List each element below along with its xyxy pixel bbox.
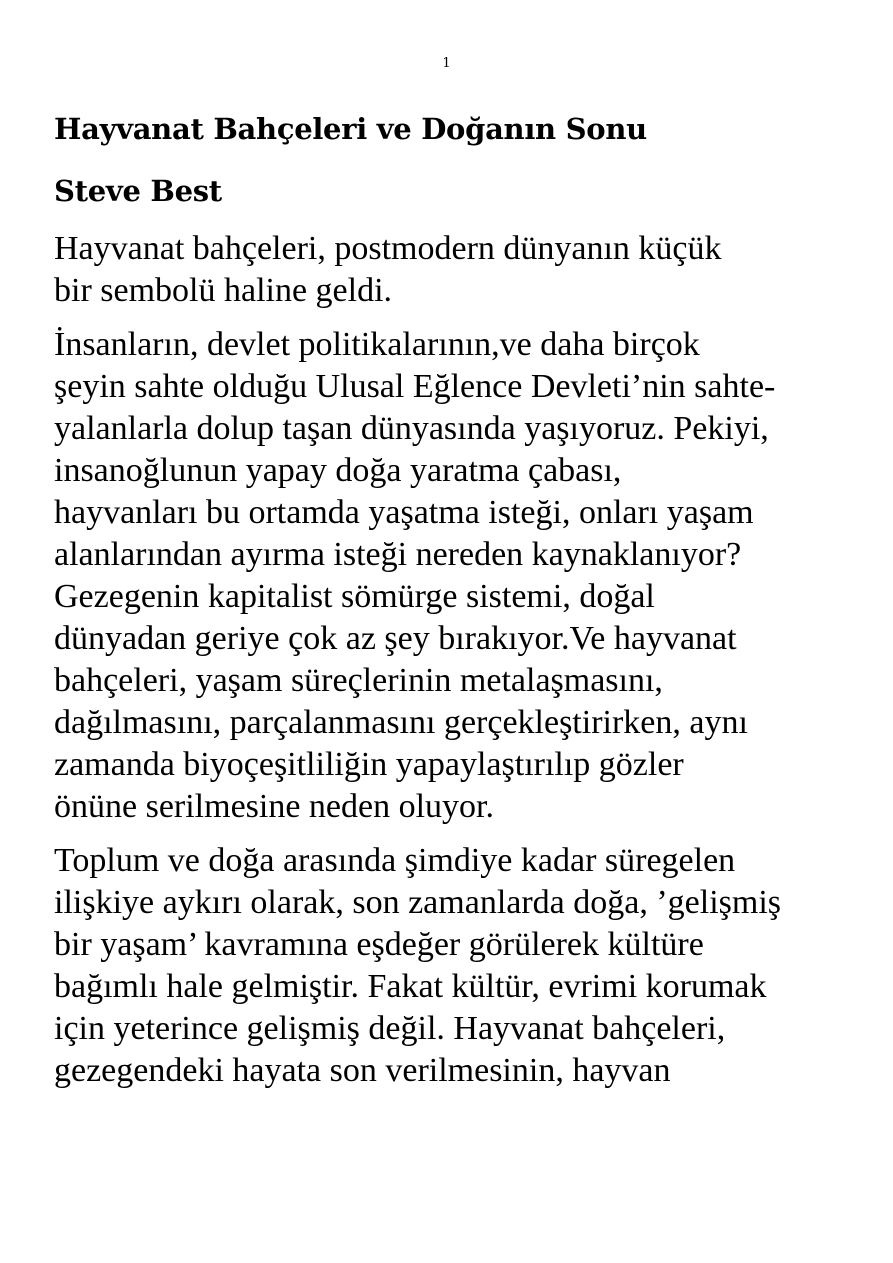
document-body	[54, 108, 864, 1104]
text-line: şeyin sahte olduğu Ulusal Eğlence Devleti’nin sahte-	[54, 368, 776, 405]
text-line: İnsanların, devlet politikalarının,ve daha birçok	[54, 326, 700, 363]
paragraph-2	[54, 324, 864, 828]
document-title: Hayvanat Bahçeleri ve Doğanın Sonu	[54, 112, 647, 146]
text-line: ilişkiye aykırı olarak, son zamanlarda doğa, ’gelişmiş	[54, 884, 782, 921]
text-line: hayvanları bu ortamda yaşatma isteği, onları yaşam	[54, 494, 754, 531]
text-line: Toplum ve doğa arasında şimdiye kadar süregelen	[54, 842, 736, 879]
text-line: gezegendeki hayata son verilmesinin, hayvan	[54, 1052, 671, 1089]
text-line: Hayvanat bahçeleri, postmodern dünyanın küçük	[54, 230, 722, 267]
text-line: insanoğlunun yapay doğa yaratma çabası,	[54, 452, 622, 489]
paragraph-3	[54, 840, 864, 1092]
document-author: Steve Best	[54, 174, 222, 208]
text-line: bir yaşam’ kavramına eşdeğer görülerek kültüre	[54, 926, 704, 963]
text-line: zamanda biyoçeşitliliğin yapaylaştırılıp gözler	[54, 746, 684, 783]
text-line: önüne serilmesine neden oluyor.	[54, 788, 495, 825]
text-line: için yeterince gelişmiş değil. Hayvanat bahçeleri,	[54, 1010, 726, 1047]
page-number: 1	[442, 56, 451, 71]
text-line: bir sembolü haline geldi.	[54, 272, 393, 309]
text-line: alanlarından ayırma isteği nereden kaynaklanıyor?	[54, 536, 742, 573]
text-line: bağımlı hale gelmiştir. Fakat kültür, evrimi korumak	[54, 968, 767, 1005]
text-line: Gezegenin kapitalist sömürge sistemi, doğal	[54, 578, 655, 615]
paragraph-1	[54, 228, 864, 312]
text-line: dünyadan geriye çok az şey bırakıyor.Ve hayvanat	[54, 620, 737, 657]
text-line: dağılmasını, parçalanmasını gerçekleştirirken, aynı	[54, 704, 748, 741]
text-line: yalanlarla dolup taşan dünyasında yaşıyoruz. Pekiyi,	[54, 410, 769, 447]
text-line: bahçeleri, yaşam süreçlerinin metalaşmasını,	[54, 662, 663, 699]
